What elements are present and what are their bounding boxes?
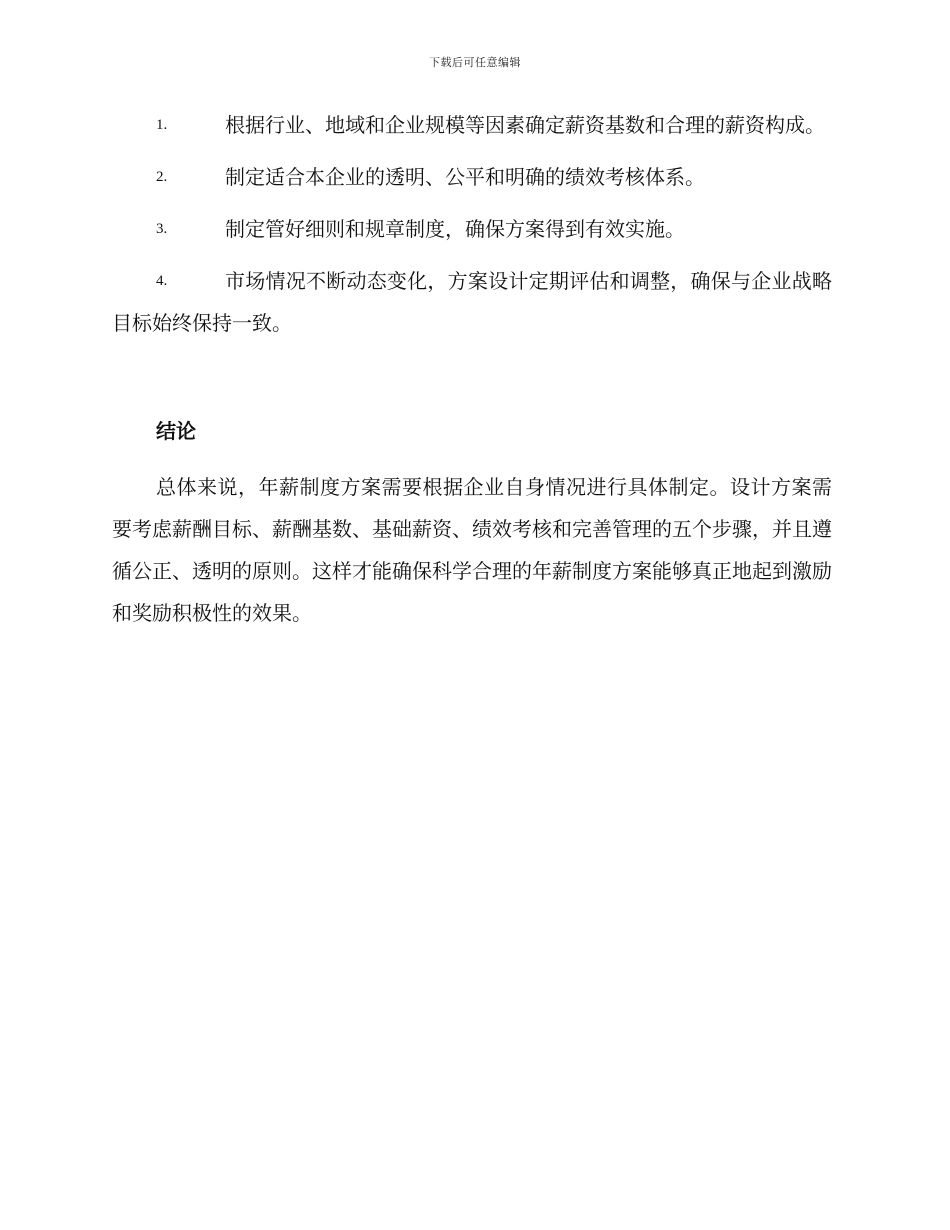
numbered-list (112, 104, 832, 354)
list-item-text: 根据行业、地域和企业规模等因素确定薪资基数和合理的薪资构成。 (225, 113, 825, 137)
list-item-text: 制定适合本企业的透明、公平和明确的绩效考核体系。 (225, 165, 705, 189)
list-item-number: 4. (156, 273, 168, 289)
page-header-note: 下载后可任意编辑 (429, 56, 521, 69)
section-heading-conclusion: 结论 (156, 419, 196, 443)
list-item (112, 260, 832, 344)
list-item-number: 2. (156, 169, 168, 185)
list-item-text: 制定管好细则和规章制度，确保方案得到有效实施。 (225, 217, 685, 241)
list-item (112, 208, 832, 250)
list-item-number: 3. (156, 221, 168, 237)
list-item (112, 156, 832, 198)
list-item (112, 104, 832, 146)
list-item-text: 市场情况不断动态变化，方案设计定期评估和调整，确保与企业战略目标始终保持一致。 (112, 269, 832, 335)
list-item-number: 1. (156, 117, 168, 133)
conclusion-paragraph: 总体来说，年薪制度方案需要根据企业自身情况进行具体制定。设计方案需要考虑薪酬目标、薪酬基数、基础薪资、绩效考核和完善管理的五个步骤，并且遵循公正、透明的原则。这样才能确保科学合理的年薪制度方案能够真正地起到激励和奖励积极性的效果。 (112, 475, 832, 625)
